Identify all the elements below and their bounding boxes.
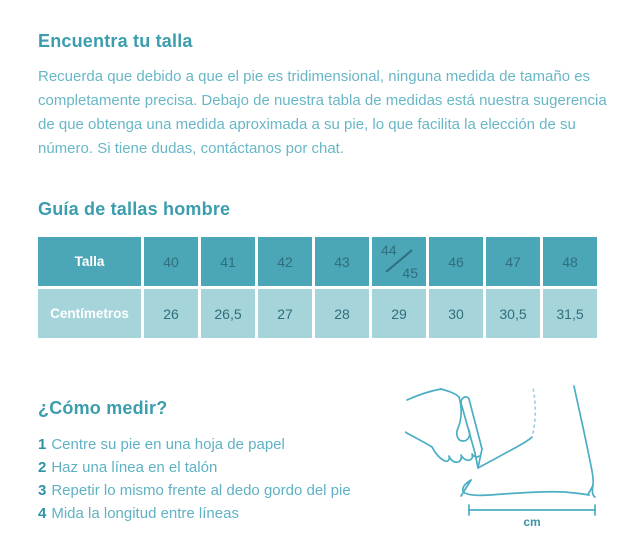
- foot-measurement-illustration: [405, 383, 640, 535]
- find-size-description: Recuerda que debido a que el pie es tridimensional, ninguna medida de tamaño es completamente precisa. Debajo de nuestra tabla de medidas está nuestra sugerencia de que obtenga una medida aproximada a su pie, lo que facilita la elección de su número. Si tiene dudas, contáctanos por chat.: [38, 68, 607, 157]
- size-cell: 43: [315, 237, 369, 286]
- step-number: 2: [38, 459, 47, 476]
- size-cell-split: [372, 237, 426, 286]
- step-number: 4: [38, 505, 47, 522]
- cm-cell: 27: [258, 289, 312, 338]
- find-size-section: [38, 30, 605, 161]
- cm-cell: 31,5: [543, 289, 597, 338]
- size-cell: 46: [429, 237, 483, 286]
- size-cell: 47: [486, 237, 540, 286]
- cm-cell: 26: [144, 289, 198, 338]
- cm-cell: 30,5: [486, 289, 540, 338]
- size-cell: 40: [144, 237, 198, 286]
- step-number: 3: [38, 482, 47, 499]
- cm-cell: 29: [372, 289, 426, 338]
- cm-cell: 28: [315, 289, 369, 338]
- cm-row-header: Centímetros: [38, 289, 141, 338]
- find-size-title: Encuentra tu talla: [38, 31, 193, 51]
- foot-pencil-drawing-icon: [405, 383, 640, 535]
- size-guide-section: [38, 198, 605, 338]
- cm-cell: 30: [429, 289, 483, 338]
- size-split-top: 44: [381, 242, 397, 258]
- size-cell: 41: [201, 237, 255, 286]
- step-text: Mida la longitud entre líneas: [51, 505, 239, 522]
- size-table: [38, 237, 597, 338]
- size-split-bottom: 45: [402, 265, 418, 281]
- step-text: Repetir lo mismo frente al dedo gordo del pie: [51, 482, 351, 499]
- how-to-measure-title: ¿Cómo medir?: [38, 398, 168, 418]
- size-row-header: Talla: [38, 237, 141, 286]
- size-guide-title: Guía de tallas hombre: [38, 199, 231, 219]
- cm-cell: 26,5: [201, 289, 255, 338]
- size-cell: 42: [258, 237, 312, 286]
- step-number: 1: [38, 436, 47, 453]
- size-cell: 48: [543, 237, 597, 286]
- cm-unit-label: cm: [523, 515, 541, 529]
- step-text: Haz una línea en el talón: [51, 459, 218, 476]
- step-text: Centre su pie en una hoja de papel: [51, 436, 285, 453]
